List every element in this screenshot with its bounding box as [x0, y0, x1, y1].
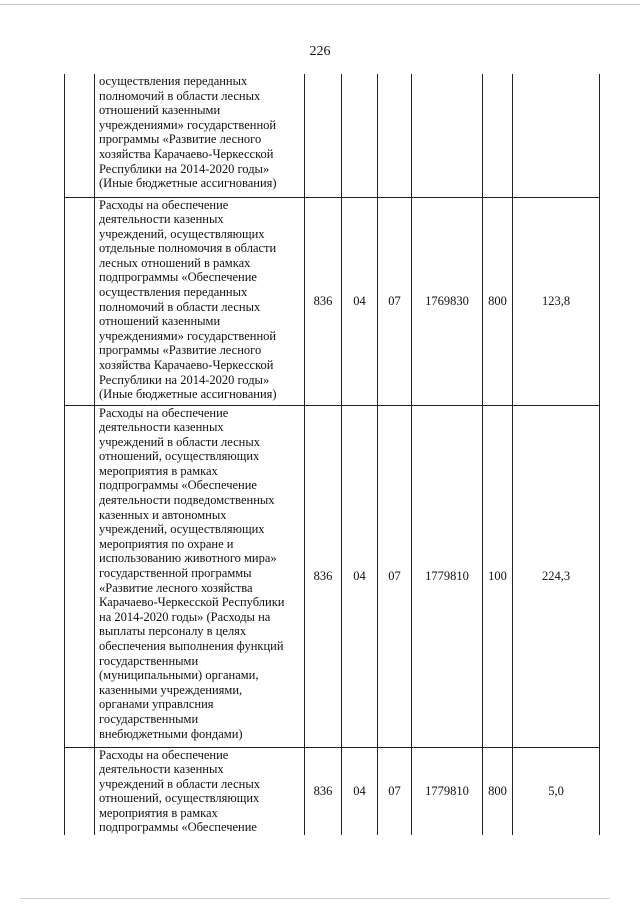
- ved-cell: 836: [305, 197, 342, 405]
- expense-name-line: отношений, осуществляющих: [99, 791, 260, 806]
- expense-name-line: Республики на 2014-2020 годы»: [99, 161, 270, 176]
- expense-name-line: на 2014-2020 годы» (Расходы на: [99, 609, 271, 624]
- expense-name-line: органами управлсния: [99, 697, 214, 712]
- expense-name-line: осуществления переданных: [99, 285, 248, 300]
- table-row: [65, 197, 600, 405]
- expense-name-line: деятельности казенных: [99, 420, 224, 435]
- scan-top-edge: [0, 4, 640, 5]
- expense-name-line: мероприятия в рамках: [99, 805, 218, 820]
- expense-name-cell: [95, 747, 305, 835]
- expense-name-cell: [95, 197, 305, 405]
- vr-cell: 100: [483, 405, 513, 747]
- expense-name-line: (Иные бюджетные ассигнования): [99, 176, 277, 191]
- rz-cell: 04: [342, 197, 378, 405]
- expense-name-line: отдельные полномочия в области: [99, 241, 277, 256]
- row-number-cell: [65, 747, 95, 835]
- expense-name-line: использованию животного мира»: [99, 551, 277, 566]
- expense-name-line: государственной программы: [99, 566, 252, 581]
- expense-name-line: хозяйства Карачаево-Черкесской: [99, 358, 274, 373]
- rz-cell: 04: [342, 747, 378, 835]
- csr-cell: 1779810: [412, 405, 483, 747]
- expense-name-line: учреждений, осуществляющих: [99, 226, 265, 241]
- sum-cell: [513, 74, 600, 197]
- expense-name-line: «Развитие лесного хозяйства: [99, 580, 253, 595]
- expense-name-line: деятельности казенных: [99, 762, 224, 777]
- expense-name-line: подпрограммы «Обеспечение: [99, 820, 257, 835]
- expense-name-line: подпрограммы «Обеспечение: [99, 270, 257, 285]
- expense-name-line: осуществления переданных: [99, 74, 248, 88]
- ved-cell: 836: [305, 747, 342, 835]
- sum-cell: 224,3: [513, 405, 600, 747]
- vr-cell: 800: [483, 197, 513, 405]
- expense-name-line: деятельности казенных: [99, 212, 224, 227]
- pr-cell: [378, 74, 412, 197]
- expense-name-line: выплаты персоналу в целях: [99, 624, 247, 639]
- expense-name-line: мероприятия по охране и: [99, 536, 234, 551]
- ved-cell: [305, 74, 342, 197]
- sum-cell: 5,0: [513, 747, 600, 835]
- expense-name-line: Расходы на обеспечение: [99, 197, 229, 212]
- expense-name-line: учреждениями» государственной: [99, 328, 277, 343]
- pr-cell: 07: [378, 747, 412, 835]
- vr-cell: 800: [483, 747, 513, 835]
- pr-cell: 07: [378, 197, 412, 405]
- row-number-cell: [65, 197, 95, 405]
- pr-cell: 07: [378, 405, 412, 747]
- expense-name-line: мероприятия в рамках: [99, 463, 218, 478]
- expense-name-line: государственными: [99, 711, 199, 726]
- expense-name-line: хозяйства Карачаево-Черкесской: [99, 146, 274, 161]
- expense-name-line: полномочий в области лесных: [99, 88, 261, 103]
- expense-name-line: учреждений в области лесных: [99, 434, 260, 449]
- expense-name-line: лесных отношений в рамках: [99, 255, 251, 270]
- expense-name-line: Расходы на обеспечение: [99, 747, 229, 762]
- expense-name-line: Расходы на обеспечение: [99, 405, 229, 420]
- expense-name-line: учреждениями» государственной: [99, 117, 277, 132]
- row-number-cell: [65, 74, 95, 197]
- expense-name-line: государственными: [99, 653, 199, 668]
- expense-name-line: учреждений в области лесных: [99, 776, 260, 791]
- expense-name-line: обеспечения выполнения функций: [99, 639, 284, 653]
- table-row: [65, 74, 600, 197]
- expense-name-line: отношений казенными: [99, 314, 221, 329]
- expense-name-line: (муниципальными) органами,: [99, 668, 259, 683]
- sum-cell: 123,8: [513, 197, 600, 405]
- expense-name-line: полномочий в области лесных: [99, 299, 261, 314]
- expense-name-line: подпрограммы «Обеспечение: [99, 478, 257, 493]
- table-row: [65, 747, 600, 835]
- expense-name-line: программы «Развитие лесного: [99, 132, 262, 147]
- page-number: 226: [309, 44, 331, 59]
- expense-name-line: (Иные бюджетные ассигнования): [99, 387, 277, 402]
- expense-name-line: казенных и автономных: [99, 507, 227, 522]
- expense-name-line: Республики на 2014-2020 годы»: [99, 372, 270, 387]
- expense-name-line: учреждений, осуществляющих: [99, 522, 265, 537]
- rz-cell: 04: [342, 405, 378, 747]
- ved-cell: 836: [305, 405, 342, 747]
- expense-name-line: деятельности подведомственных: [99, 493, 275, 508]
- scan-bottom-edge: [20, 898, 610, 899]
- expense-name-line: программы «Развитие лесного: [99, 343, 262, 358]
- expense-name-cell: [95, 405, 305, 747]
- vr-cell: [483, 74, 513, 197]
- csr-cell: [412, 74, 483, 197]
- row-number-cell: [65, 405, 95, 747]
- expense-name-line: Карачаево-Черкесской Республики: [99, 595, 285, 610]
- expense-name-cell: [95, 74, 305, 197]
- expense-name-line: внебюджетными фондами): [99, 726, 243, 741]
- rz-cell: [342, 74, 378, 197]
- expense-name-line: отношений, осуществляющих: [99, 449, 260, 464]
- budget-table: [64, 74, 600, 835]
- expense-name-line: отношений казенными: [99, 103, 221, 118]
- table-row: [65, 405, 600, 747]
- csr-cell: 1779810: [412, 747, 483, 835]
- csr-cell: 1769830: [412, 197, 483, 405]
- expense-name-line: казенными учреждениями,: [99, 682, 243, 697]
